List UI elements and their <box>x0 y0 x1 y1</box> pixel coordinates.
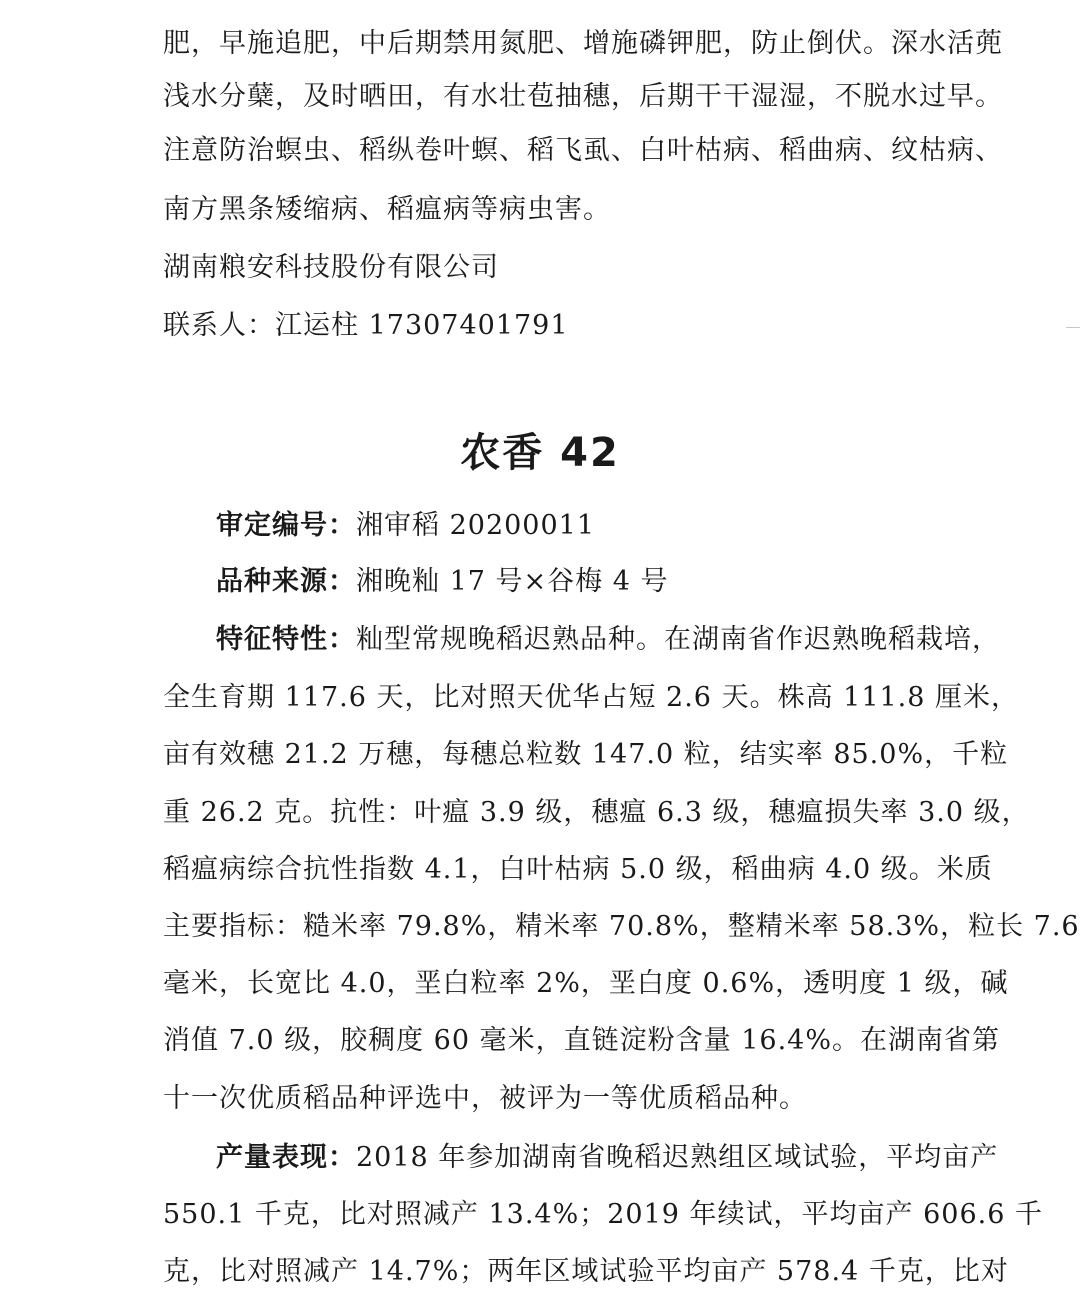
features-text-line: 十一次优质稻品种评选中，被评为一等优质稻品种。 <box>163 1083 807 1114</box>
features-text-line: 主要指标：糙米率 79.8%，精米率 70.8%，整精米率 58.3%，粒长 7.6 <box>163 911 1080 942</box>
company-name: 湖南粮安科技股份有限公司 <box>163 252 499 283</box>
features-text-line: 毫米，长宽比 4.0，垩白粒率 2%，垩白度 0.6%，透明度 1 级，碱 <box>163 968 1009 999</box>
yield-text-line: 550.1 千克，比对照减产 13.4%；2019 年续试，平均亩产 606.6 千 <box>163 1199 1043 1230</box>
yield-first-line <box>216 1138 999 1178</box>
variety-source-label: 品种来源： <box>216 566 356 597</box>
approval-number-line <box>216 506 923 546</box>
body-text-line: 注意防治螟虫、稻纵卷叶螟、稻飞虱、白叶枯病、稻曲病、纹枯病、 <box>163 135 1003 166</box>
features-text: 籼型常规晚稻迟熟品种。在湖南省作迟熟晚稻栽培， <box>356 624 1000 655</box>
features-text-line: 亩有效穗 21.2 万穗，每穗总粒数 147.0 粒，结实率 85.0%，千粒 <box>163 739 1009 770</box>
features-text-line: 重 26.2 克。抗性：叶瘟 3.9 级，穗瘟 6.3 级，穗瘟损失率 3.0 级， <box>163 797 1030 828</box>
body-text-line: 浅水分蘖，及时晒田，有水壮苞抽穗，后期干干湿湿，不脱水过早。 <box>163 81 1003 112</box>
contact-line: 联系人：江运柱 17307401791 <box>163 310 569 341</box>
scan-edge-mark <box>1066 327 1080 328</box>
features-first-line <box>216 620 1000 660</box>
variety-source-value: 湘晚籼 17 号×谷梅 4 号 <box>356 566 669 597</box>
approval-number-label: 审定编号： <box>216 510 356 541</box>
variety-source-line <box>216 562 923 602</box>
features-text-line: 消值 7.0 级，胶稠度 60 毫米，直链淀粉含量 16.4%。在湖南省第 <box>163 1025 1000 1056</box>
approval-number-value: 湘审稻 20200011 <box>356 510 596 541</box>
features-text-line: 稻瘟病综合抗性指数 4.1，白叶枯病 5.0 级，稻曲病 4.0 级。米质 <box>163 854 993 885</box>
body-text-line: 南方黑条矮缩病、稻瘟病等病虫害。 <box>163 194 611 225</box>
features-text-line: 全生育期 117.6 天，比对照天优华占短 2.6 天。株高 111.8 厘米， <box>163 682 1020 713</box>
variety-title: 农香 42 <box>460 430 620 476</box>
yield-text: 2018 年参加湖南省晚稻迟熟组区域试验，平均亩产 <box>356 1142 999 1173</box>
yield-text-line: 克，比对照减产 14.7%；两年区域试验平均亩产 578.4 千克，比对 <box>163 1256 1009 1287</box>
yield-label: 产量表现： <box>216 1142 356 1173</box>
features-label: 特征特性： <box>216 624 356 655</box>
body-text-line: 肥，早施追肥，中后期禁用氮肥、增施磷钾肥，防止倒伏。深水活蔸 <box>163 28 1003 59</box>
